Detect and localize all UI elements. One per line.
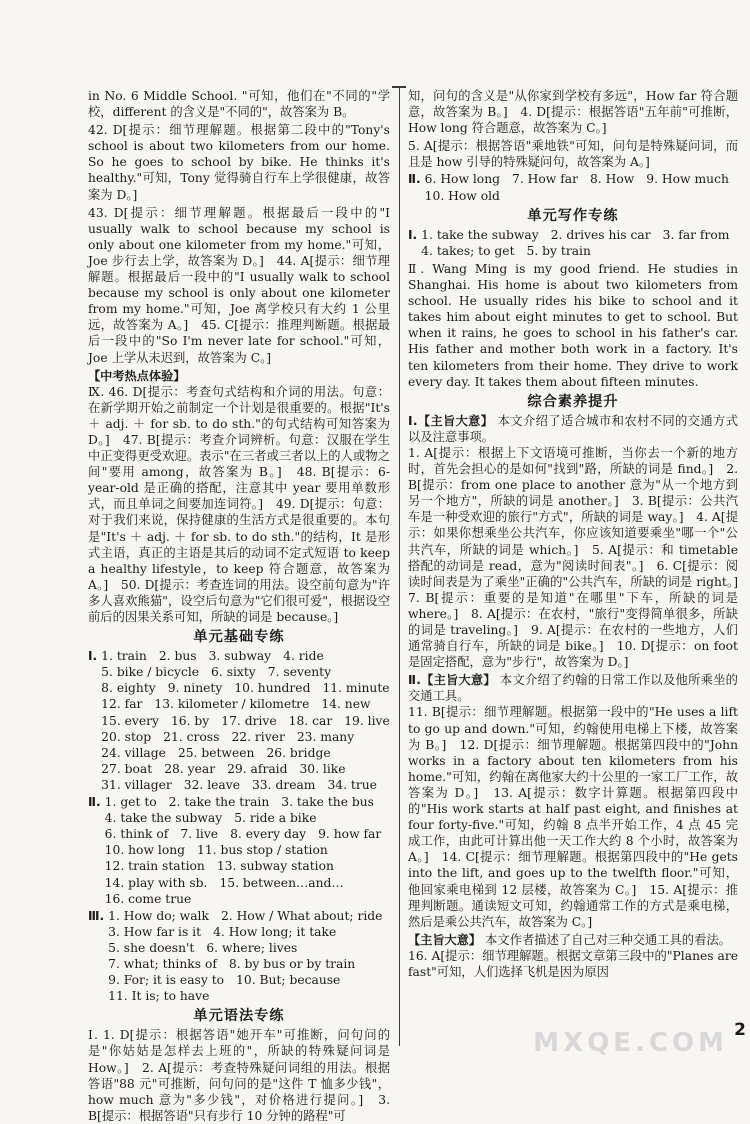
answer-item: 4. How long; it take [213,924,337,939]
section-tag: Ⅱ.【主旨大意】 [408,673,496,688]
answer-item: 8. How [589,172,635,187]
answer-item: 18. car [288,713,333,728]
column-divider [399,86,400,1046]
answer-item: 14. play with sb. [104,875,208,890]
section-tag: 【中考热点体验】 [88,368,186,383]
answer-item: 8. every day [230,827,307,842]
answer-item: 13. kilometer / kilometre [154,697,310,712]
answer-item: 32. leave [183,777,240,792]
answer-item: 12. far [101,697,143,712]
answer-item: 5. by train [526,243,591,258]
paragraph: Ⅸ. 46. D[提示：考查句式结构和介词的用法。句意：在新学期开始之前制定一个计划是很重要的。根据"It's ＋ adj. ＋ for sb. to do sth."的句式结构可知答案为 D。] 47. B[提示：考查介词辨析。句意：汉服在学生中正变得更受欢迎。表示"在三者或三者以上的人或物之间"要用 among，故答案为 B。] 48. B[提示：6-year-old 是正确的搭配，注意其中 year 要用单数形式，而且单词之间要加连词符。] 49. D[提示：句意：对于我们来说，保持健康的生活方式是很重要的。本句是"It's ＋ adj. ＋ for sb. to do sth."的结构，It 是形式主语，真正的主语是其后的动词不定式短语 to keep a healthy lifestyle，to keep 符合题意，故答案为 A。] 50. D[提示：考查连词的用法。设空前句意为"许多人喜欢熊猫"，设空后句意为"它们很可爱"，根据设空前后的因果关系可知，所缺的词是 because。] [88,384,390,624]
answer-item: 1. get to [104,795,157,810]
answer-item: 4. takes; to get [421,243,515,258]
answer-item: 8. by bus or by train [228,956,356,971]
answer-item: 6. sixty [211,665,256,680]
summary-text: 本文介绍了适合城市和农村不同的交通方式以及注意事项。 [408,413,738,444]
answer-item: 3. subway [208,649,272,664]
answer-list [105,794,390,907]
answer-item: 4. ride [283,649,324,664]
answer-item: 24. village [101,745,166,760]
left-column [88,88,390,1124]
summary-text: 本文作者描述了自己对三种交通工具的看法。 [485,932,731,947]
answer-item: 6. How long [424,172,501,187]
section-heading: 单元基础专练 [193,629,285,646]
exercise-label: Ⅲ. [88,908,105,923]
answer-item: 7. live [180,827,219,842]
answer-list [421,227,738,259]
answer-item: 1. train [101,649,147,664]
paragraph: Ⅰ. 1. D[提示：根据答语"她开车"可推断，问句问的是"你姑姑是怎样去上班的"，所缺的特殊疑问词是 How。] 2. A[提示：考查特殊疑问词组的用法。根据答语"88 元"可推断，问句问的是"这件 T 恤多少钱"，how much 意为"多少钱"，对价格进行提问。] 3. B[提示：根据答语"只有步行 10 分钟的路程"可 [88,1028,390,1123]
answer-item: 9. For; it is easy to [108,973,225,988]
answer-item: 12. train station [104,859,205,874]
answer-list [425,171,738,203]
answer-item: 34. true [327,777,377,792]
answer-item: 6. where; lives [206,940,298,955]
section-heading: 单元写作专练 [527,207,619,224]
section-heading: 单元语法专练 [193,1008,285,1025]
answer-item: 13. subway station [216,859,334,874]
answer-item: 10. hundred [234,681,311,696]
answer-item: 11. bus stop / station [197,843,328,858]
answer-item: 9. How much [646,172,729,187]
answer-item: 3. far from [662,227,730,242]
answer-item: 25. between [177,745,255,760]
answer-item: 23. many [296,729,355,744]
watermark: MXQE.COM [533,1028,728,1058]
summary [408,932,738,948]
paragraph: 42. D[提示：细节理解题。根据第二段中的"Tony's school is about two kilometers from our home. So he goes to school by bike. He thinks it's healthy."可知，Tony 觉得骑自行车上学很健康，故答案为 D。] [88,123,390,202]
answer-item: 5. ride a bike [234,811,317,826]
paragraph: 43. D[提示：细节理解题。根据最后一段中的"I usually walk to school because my school is only about one kilometer from my home."可知，Joe 步行去上学，故答案为 D。] 44. A[提示：细节理解题。根据最后一段中的"I usually walk to school because my school is only about one kilometer from my home."可知，Joe 离学校只有大约 1 公里远，故答案为 A。] 45. C[提示：推理判断题。根据最后一段中的"So I'm never late for school."可知，Joe 上学从未迟到，故答案为 C。] [88,205,390,365]
answer-item: 22. river [231,729,285,744]
answer-item: 19. live [344,713,390,728]
section-heading: 综合素养提升 [527,393,619,410]
answer-list [108,908,390,1005]
answer-item: 10. How old [424,188,500,203]
answer-item: 11. It is; to have [108,989,210,1004]
answer-item: 2. drives his car [550,227,651,242]
answer-item: 7. seventy [267,665,332,680]
answer-item: 3. take the bus [281,795,374,810]
answer-item: 2. bus [158,649,197,664]
answer-item: 10. how long [104,843,186,858]
answer-item: 27. boat [101,761,153,776]
answer-item: 15. between…and… [219,875,344,890]
answer-list [101,648,390,793]
answer-item: 4. take the subway [104,811,223,826]
summary [408,672,738,704]
answer-item: 26. bridge [266,745,331,760]
writing-sample: Ⅱ. Wang Ming is my good friend. He studies in Shanghai. His home is about two kilometers from school. He usually rides his bike to school and it takes him about eight minutes to get to school. But when it rains, he goes to school in his father's car. His father and mother both work in a factory. It's ten kilometers from their home. They drive to work every day. It takes them about fifteen minutes. [408,261,738,389]
answer-item: 1. How do; walk [108,908,209,923]
page-number: 2 [734,1020,746,1040]
answer-item: 30. like [299,761,346,776]
paragraph: 11. B[提示：细节理解题。根据第一段中的"He uses a lift to go up and down."可知，约翰使用电梯上下楼，故答案为 B。] 12. D[提示：细节理解题。根据第四段中的"John works in a factory about ten kilometers from his home."可知，约翰在离他家大约十公里的一家工厂工作，故答案为 D。] 13. A[提示：数字计算题。根据第四段中的"His work starts at half past eight, and finishes at four forty-five."可知，约翰 8 点半开始工作，4 点 45 完成工作，由此可计算出他一天工作大约 8 个小时，故答案为 A。] 14. C[提示：细节理解题。根据第四段中的"He gets into the lift, and goes up to the twelfth floor."可知，他回家乘电梯到 12 层楼，故答案为 C。] 15. A[提示：推理判断题。通读短文可知，约翰通常工作的方式是乘电梯，然后是乘公共汽车，故答案为 C。] [408,705,738,929]
answer-item: 6. think of [104,827,169,842]
answer-item: 20. stop [101,729,152,744]
exercise-block [408,227,738,259]
section-tag: 【主旨大意】 [408,932,482,947]
right-column [408,88,750,980]
answer-item: 10. But; because [236,973,341,988]
exercise-label: Ⅱ. [88,795,101,810]
answer-item: 5. she doesn't [108,940,195,955]
answer-item: 31. villager [101,777,172,792]
answer-item: 1. take the subway [421,227,539,242]
exercise-block [408,171,738,203]
answer-item: 8. eighty [101,681,156,696]
exercise-label: Ⅰ. [88,649,98,664]
answer-item: 33. dream [251,777,316,792]
exercise-label: Ⅰ. [408,227,418,242]
answer-item: 16. by [170,713,210,728]
paragraph: 知，问句的含义是"从你家到学校有多远"，How far 符合题意，故答案为 B。] 4. D[提示：根据答语"五年前"可推断，How long 符合题意，故答案为 C。] [408,89,738,136]
exercise-block-3 [88,908,390,1005]
answer-item: 9. ninety [167,681,223,696]
answer-item: 7. what; thinks of [108,956,217,971]
answer-item: 3. How far is it [108,924,202,939]
answer-item: 15. every [101,713,159,728]
answer-item: 28. year [164,761,216,776]
answer-item: 16. come true [104,891,192,906]
answer-item: 5. bike / bicycle [101,665,200,680]
paragraph: 5. A[提示：根据答语"乘地铁"可知，问句是特殊疑问词，而且是 how 引导的特殊疑问句，故答案为 A。] [408,139,738,170]
summary [408,413,738,445]
answer-item: 14. new [321,697,371,712]
exercise-block-1 [88,648,390,793]
exercise-block-2 [88,794,390,907]
answer-item: 11. minute [322,681,390,696]
answer-item: 2. How / What about; ride [220,908,383,923]
answer-item: 29. afraid [227,761,288,776]
answer-item: 9. how far [318,827,382,842]
answer-item: 2. take the train [168,795,270,810]
paragraph: 1. A[提示：根据上下文语境可推断，当你去一个新的地方时，首先会担心的是如何"找到"路，所缺的词是 find。] 2. B[提示：from one place to another 意为"从一个地方到另一个地方"，所缺的词是 another。] 3. B[提示：公共汽车是一种受欢迎的旅行"方式"，所缺的词是 way。] 4. A[提示：如果你想乘坐公共汽车，你应该知道要乘坐"哪一个"公共汽车，所缺的词是 which。] 5. A[提示：和 timetable 搭配的动词是 read，意为"阅读时间表"。] 6. C[提示：阅读时间表是为了乘坐"正确的"公共汽车，所缺的词是 right。] 7. B[提示：重要的是知道"在哪里"下车，所缺的词是 where。] 8. A[提示：在农村，"旅行"变得简单很多，所缺的词是 traveling。] 9. A[提示：在农村的一些地方，人们通常骑自行车，所缺的词是 bike。] 10. D[提示：on foot 是固定搭配，意为"步行"，故答案为 D。] [408,445,750,670]
section-tag: Ⅰ.【主旨大意】 [408,413,494,428]
summary-text: 本文介绍了约翰的日常工作以及他所乘坐的交通工具。 [408,673,738,704]
answer-item: 7. How far [512,172,578,187]
paragraph: in No. 6 Middle School. "可知，他们在"不同的"学校，different 的含义是"不同的"，故答案为 B。 [88,89,390,120]
answer-item: 21. cross [163,729,220,744]
answer-item: 17. drive [221,713,277,728]
exercise-label: Ⅱ. [408,172,421,187]
paragraph: 16. A[提示：细节理解题。根据文章第三段中的"Planes are fast"可知，人们选择飞机是因为原因 [408,948,738,979]
